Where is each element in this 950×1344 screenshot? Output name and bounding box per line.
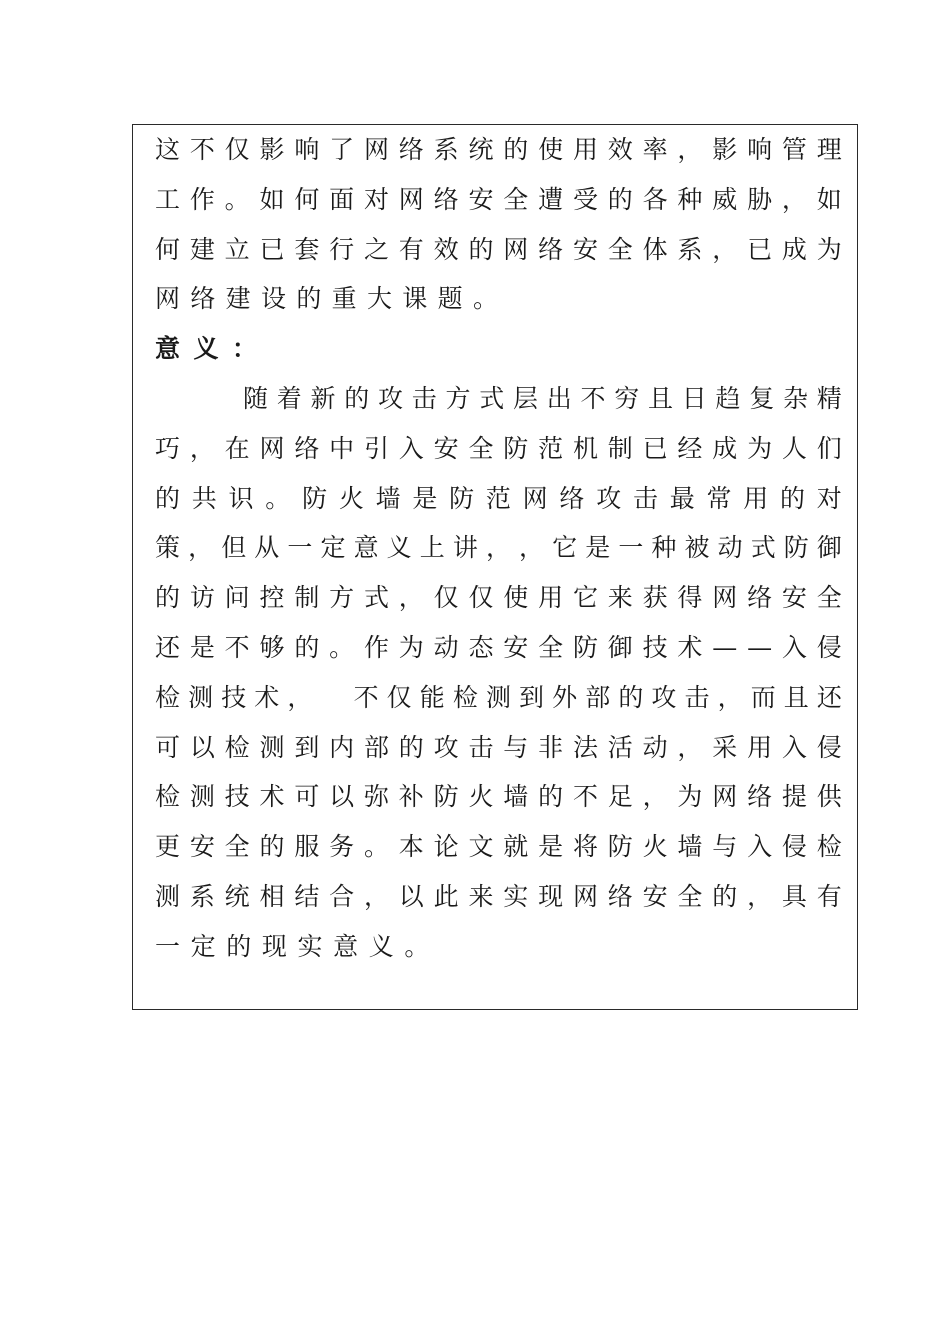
text-line: 可 以 检 测 到 内 部 的 攻 击 与 非 法 活 动 ， 采 用 入 侵 [155, 732, 842, 762]
text-line: 更 安 全 的 服 务 。 本 论 文 就 是 将 防 火 墙 与 入 侵 检 [155, 832, 842, 862]
text-line: 的 访 问 控 制 方 式 ， 仅 仅 使 用 它 来 获 得 网 络 安 全 [155, 583, 842, 613]
text-line: 随 着 新 的 攻 击 方 式 层 出 不 穷 且 日 趋 复 杂 精 [243, 384, 842, 413]
text-line: 一 定 的 现 实 意 义 。 [155, 931, 430, 961]
text-line: 的 共 识 。 防 火 墙 是 防 范 网 络 攻 击 最 常 用 的 对 [155, 483, 842, 513]
text-line: 测 系 统 相 结 合 ， 以 此 来 实 现 网 络 安 全 的 ， 具 有 [155, 882, 842, 911]
text-line: 检 测 技 术 可 以 弥 补 防 火 墙 的 不 足 ， 为 网 络 提 供 [155, 782, 842, 812]
text-line: 工 作 。 如 何 面 对 网 络 安 全 遭 受 的 各 种 威 胁 ， 如 [155, 184, 842, 214]
section-heading: 意 义 ： [155, 334, 257, 364]
text-line: 策 ， 但 从 一 定 意 义 上 讲 ， ， 它 是 一 种 被 动 式 防 御 [155, 533, 842, 563]
text-line: 何 建 立 已 套 行 之 有 效 的 网 络 安 全 体 系 ， 已 成 为 [155, 234, 842, 264]
text-line: 还 是 不 够 的 。 作 为 动 态 安 全 防 御 技 术 — — 入 侵 [155, 633, 842, 662]
text-line: 检 测 技 术 ， 不 仅 能 检 测 到 外 部 的 攻 击 ， 而 且 还 [155, 682, 842, 712]
text-line: 这 不 仅 影 响 了 网 络 系 统 的 使 用 效 率 ， 影 响 管 理 [155, 135, 842, 164]
text-line: 巧 ， 在 网 络 中 引 入 安 全 防 范 机 制 已 经 成 为 人 们 [155, 433, 842, 463]
text-line: 网 络 建 设 的 重 大 课 题 。 [155, 284, 498, 314]
